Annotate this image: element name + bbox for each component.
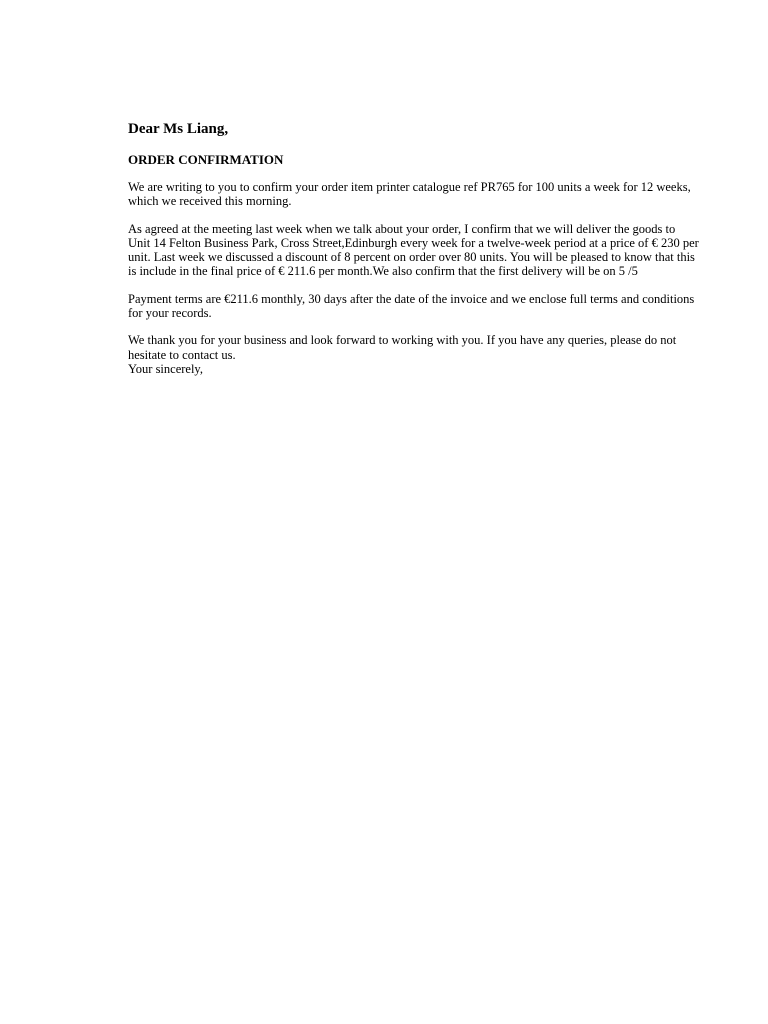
paragraph-payment-terms: Payment terms are €211.6 monthly, 30 days after the date of the invoice and we enclose full terms and conditions for your records.: [128, 291, 695, 321]
subject-heading: ORDER CONFIRMATION: [128, 152, 284, 167]
paragraph-order-confirmation: We are writing to you to confirm your order item printer catalogue ref PR765 for 100 units a week for 12 weeks, which we received this morning.: [128, 180, 691, 209]
letter-body: [128, 119, 700, 376]
paragraph-thanks: We thank you for your business and look forward to working with you. If you have any queries, please do not hesitate to contact us.: [128, 333, 677, 362]
paragraph-delivery-details: As agreed at the meeting last week when we talk about your order, I confirm that we will deliver the goods to Unit 14 Felton Business Park, Cross Street,Edinburgh every week for a twelve-week period at a price of € 230 per unit. Last week we discussed a discount of 8 percent on order over 80 units. You will be pleased to know that this is include in the final price of € 211.6 per month.We also confirm that the first delivery will be on 5 /5: [128, 221, 699, 279]
closing: Your sincerely,: [128, 361, 203, 376]
salutation: Dear Ms Liang,: [128, 121, 229, 137]
